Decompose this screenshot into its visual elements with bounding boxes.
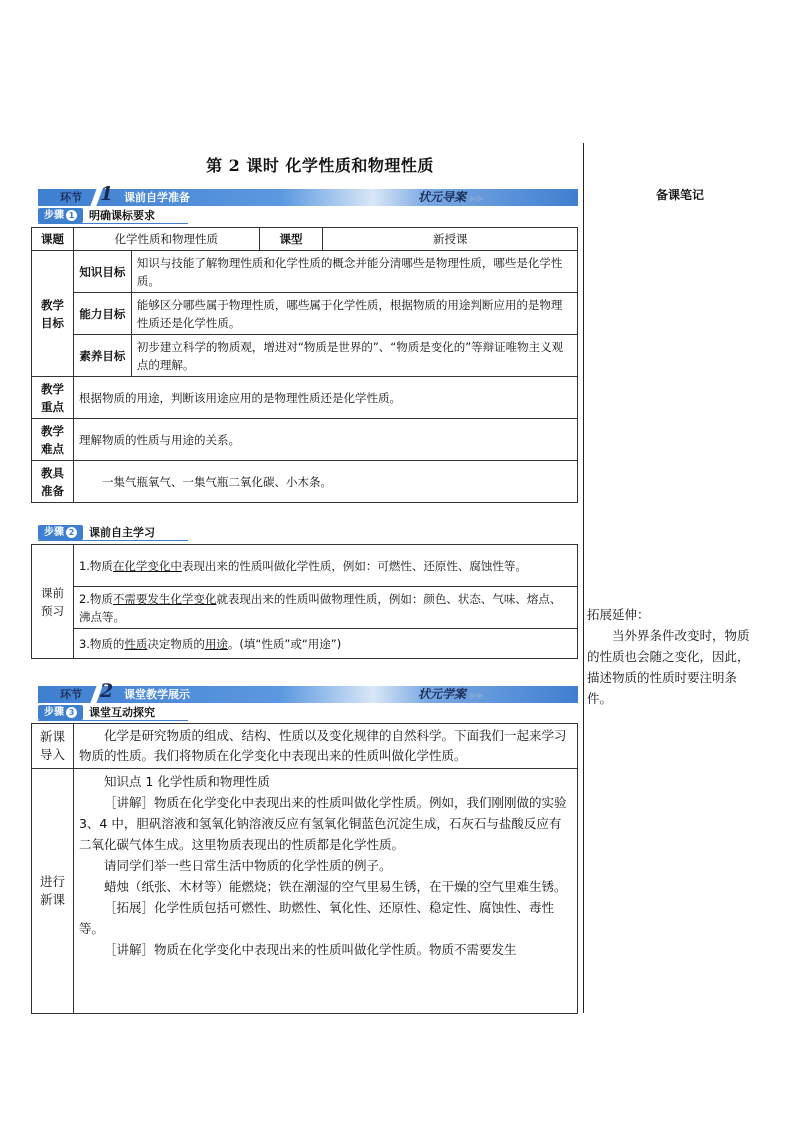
step-heading-3 bbox=[38, 705, 155, 720]
preview-table bbox=[31, 544, 578, 659]
section-number: 2 bbox=[100, 680, 114, 702]
preview-item-3-a: 3.物质的 bbox=[78, 636, 125, 651]
page-divider bbox=[583, 143, 584, 1013]
section-label: 课前自学准备 bbox=[124, 191, 190, 204]
section-number: 1 bbox=[100, 183, 114, 205]
step-tag bbox=[38, 208, 83, 223]
preview-item-3-e: 。(填“性质”或“用途”) bbox=[227, 636, 342, 651]
knowledge-point-title: 知识点 1 化学性质和物理性质 bbox=[103, 774, 270, 789]
goal-2-text: 能够区分哪些属于物理性质，哪些属于化学性质，根据物质的用途判断应用的是物理性质还是化学性质。 bbox=[131, 293, 577, 335]
sidebar-text: 当外界条件改变时，物质的性质也会随之变化，因此，描述物质的性质时要注明条件。 bbox=[587, 628, 750, 706]
notes-title: 备课笔记 bbox=[655, 188, 704, 202]
ke-ti-label: 课题 bbox=[32, 228, 74, 251]
step-number: 2 bbox=[66, 527, 77, 538]
tools-label: 教具准备 bbox=[32, 461, 74, 503]
step-underline bbox=[38, 223, 188, 224]
preview-item-1 bbox=[73, 545, 577, 587]
goal-3-label: 素养目标 bbox=[73, 335, 131, 377]
ke-ti-value: 化学性质和物理性质 bbox=[73, 228, 259, 251]
step-underline bbox=[38, 720, 188, 721]
step-number: 1 bbox=[66, 210, 77, 221]
goal-2-label: 能力目标 bbox=[73, 293, 131, 335]
step-label: 课前自主学习 bbox=[89, 526, 155, 539]
section-huanjie: 环节 bbox=[60, 191, 82, 204]
preview-item-2 bbox=[73, 587, 577, 629]
double-arrow-icon: ▶▶ bbox=[470, 691, 484, 701]
step-tag-text: 步骤 bbox=[44, 527, 64, 538]
section-banner-1 bbox=[38, 183, 578, 206]
step-number: 3 bbox=[66, 707, 77, 718]
section-right-text: 状元学案 bbox=[418, 687, 467, 701]
lesson-paragraph: ［讲解］物质在化学变化中表现出来的性质叫做化学性质。例如，我们刚刚做的实验 3、4 中，胆矾溶液和氢氧化钠溶液反应有氢氧化铜蓝色沉淀生成，石灰石与盐酸反应有二氧化碳气体生成。这里物质表现出的性质都是化学性质。 bbox=[78, 795, 567, 852]
diff-label: 教学难点 bbox=[32, 419, 74, 461]
intro-label: 新课导入 bbox=[32, 724, 74, 769]
sidebar-note bbox=[587, 604, 759, 709]
sidebar-heading: 拓展延伸： bbox=[587, 607, 650, 622]
lesson-table bbox=[31, 723, 578, 1014]
step-heading-1 bbox=[38, 208, 155, 223]
preview-item-2-a: 2.物质 bbox=[78, 591, 113, 606]
step-tag-text: 步骤 bbox=[44, 210, 64, 221]
diff-text: 理解物质的性质与用途的关系。 bbox=[73, 419, 577, 461]
goal-3-text: 初步建立科学的物质观，增进对“物质是世界的”、“物质是变化的”等辩证唯物主义观点的理解。 bbox=[131, 335, 577, 377]
section-right-label bbox=[418, 189, 484, 206]
main-content bbox=[73, 769, 577, 1014]
page-title: 第 2 课时 化学性质和物理性质 bbox=[206, 156, 434, 175]
key-text: 根据物质的用途，判断该用途应用的是物理性质还是化学性质。 bbox=[73, 377, 577, 419]
preview-item-1-c: 表现出来的性质叫做化学性质，例如：可燃性、还原性、腐蚀性等。 bbox=[181, 558, 527, 573]
preview-item-1-a: 1.物质 bbox=[78, 558, 113, 573]
key-label: 教学重点 bbox=[32, 377, 74, 419]
double-arrow-icon: ▶▶ bbox=[470, 194, 484, 204]
section-label: 课堂教学展示 bbox=[124, 688, 190, 701]
section-right-text: 状元导案 bbox=[418, 190, 467, 204]
goal-1-label: 知识目标 bbox=[73, 251, 131, 293]
preview-item-2-blank: 不需要发生化学变化 bbox=[112, 591, 217, 606]
section-right-label bbox=[418, 686, 484, 703]
step-underline bbox=[38, 540, 188, 541]
goals-table bbox=[31, 227, 578, 503]
preview-item-2-c: 就表现出来的性质叫做物理性质，例如：颜色、状态、气味、熔点、沸点等。 bbox=[78, 591, 562, 624]
goal-label: 教学目标 bbox=[32, 251, 74, 377]
section-banner-2 bbox=[38, 680, 578, 703]
step-tag-text: 步骤 bbox=[44, 707, 64, 718]
lesson-paragraph: ［拓展］化学性质包括可燃性、助燃性、氧化性、还原性、稳定性、腐蚀性、毒性等。 bbox=[78, 900, 554, 936]
preview-item-3-blank-2: 用途 bbox=[204, 636, 228, 651]
preview-item-3-blank-1: 性质 bbox=[124, 636, 148, 651]
tools-text: 一集气瓶氧气、一集气瓶二氧化碳、小木条。 bbox=[73, 461, 577, 503]
step-heading-2 bbox=[38, 525, 155, 540]
preview-item-1-blank: 在化学变化中 bbox=[112, 558, 182, 573]
intro-text: 化学是研究物质的组成、结构、性质以及变化规律的自然科学。下面我们一起来学习物质的性质。我们将物质在化学变化中表现出来的性质叫做化学性质。 bbox=[73, 724, 577, 769]
ke-xing-value: 新授课 bbox=[323, 228, 578, 251]
step-tag bbox=[38, 525, 83, 540]
goal-1-text: 知识与技能了解物理性质和化学性质的概念并能分清哪些是物理性质，哪些是化学性质。 bbox=[131, 251, 577, 293]
preview-item-3-c: 决定物质的 bbox=[147, 636, 205, 651]
lesson-paragraph: 蜡烛（纸张、木材等）能燃烧；铁在潮湿的空气里易生锈，在干燥的空气里难生锈。 bbox=[103, 879, 567, 894]
section-huanjie: 环节 bbox=[60, 688, 82, 701]
preview-item-3 bbox=[73, 629, 577, 659]
lesson-paragraph: 请同学们举一些日常生活中物质的化学性质的例子。 bbox=[103, 858, 392, 873]
preview-label: 课前预习 bbox=[32, 545, 74, 659]
step-label: 课堂互动探究 bbox=[89, 706, 155, 719]
step-tag bbox=[38, 705, 83, 720]
lesson-paragraph: ［讲解］物质在化学变化中表现出来的性质叫做化学性质。物质不需要发生 bbox=[103, 942, 517, 957]
main-label: 进行新课 bbox=[32, 769, 74, 1014]
step-label: 明确课标要求 bbox=[89, 209, 155, 222]
ke-xing-label: 课型 bbox=[259, 228, 323, 251]
